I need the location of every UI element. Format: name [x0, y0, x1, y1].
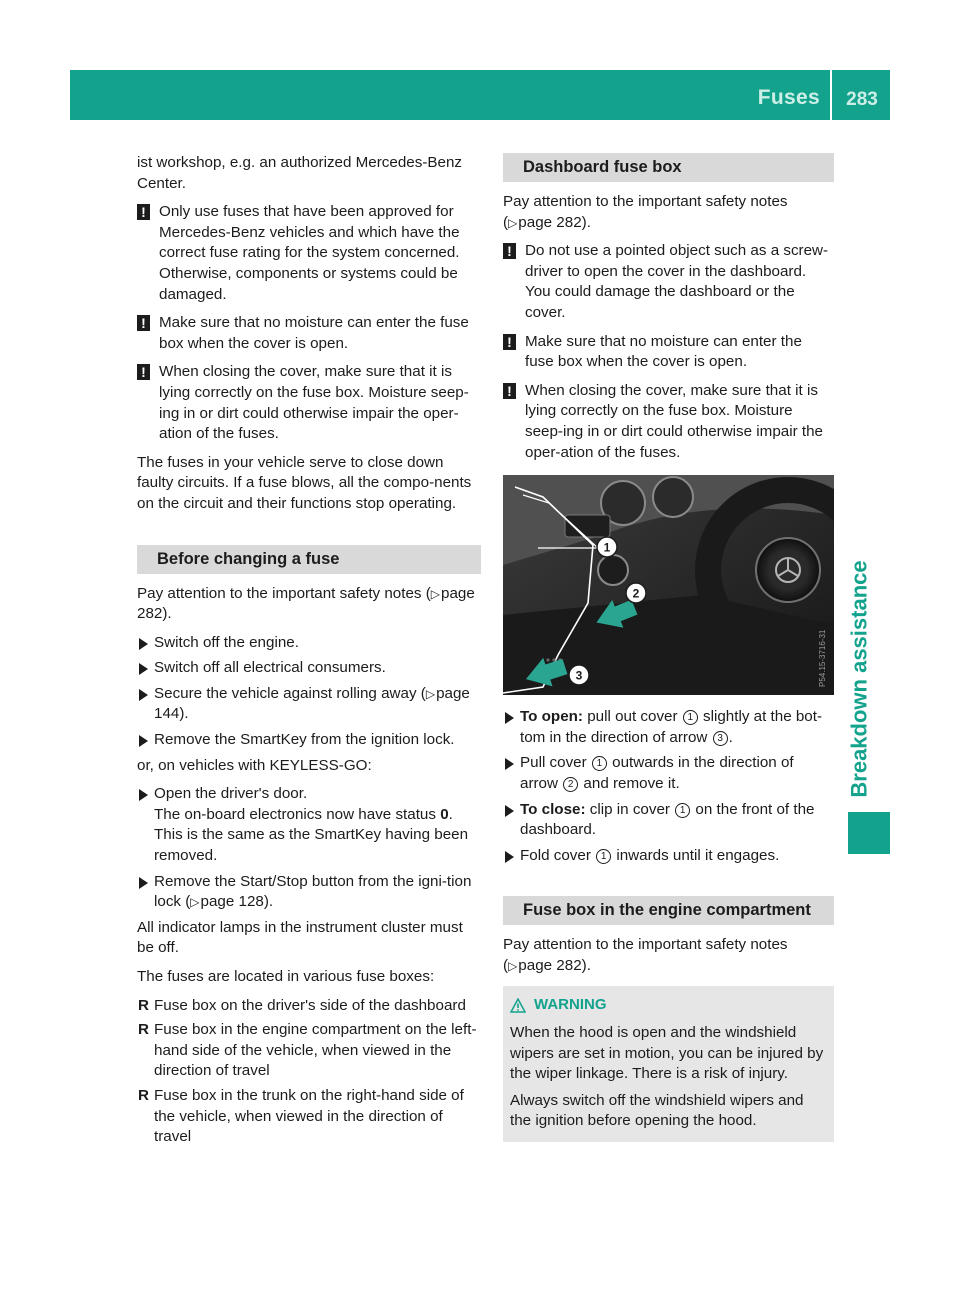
header-bar — [70, 70, 890, 120]
triangle-right-icon: ▷ — [190, 895, 200, 910]
step-to-close: To close: clip in cover 1 on the front of the dashboard. — [503, 800, 834, 841]
step-arrow-icon — [139, 789, 148, 801]
triangle-right-icon: ▷ — [430, 586, 441, 601]
step-switch-off-engine: Switch off the engine. — [137, 633, 481, 654]
exclamation-icon: ! — [137, 204, 150, 220]
exclamation-icon: ! — [503, 334, 516, 350]
note-text: Make sure that no moisture can enter the fuse box when the cover is open. — [159, 314, 469, 352]
figure-code: P54.15-3716-31 — [818, 629, 827, 688]
note-2 — [503, 332, 834, 373]
fuse-location-intro: The fuses are located in various fuse boxes: — [137, 968, 435, 985]
note-text: When closing the cover, make sure that it is lying correctly on the fuse box. Moisture seep-ing in or dirt could otherwise impair the oper-ation of the fuses. — [159, 363, 469, 443]
note-text: Only use fuses that have been approved for Mercedes-Benz vehicles and which have the correct fuse rating for the system concerned. Otherwise, components or systems could be damaged. — [159, 203, 460, 303]
left-column — [137, 153, 481, 1152]
header-divider — [830, 70, 832, 120]
bullet-item: R Fuse box on the driver's side of the dashboard — [137, 996, 481, 1017]
step-arrow-icon — [139, 877, 148, 889]
note-text: Do not use a pointed object such as a screw-driver to open the cover in the dashboard. You could damage the dashboard or the cover. — [525, 242, 829, 321]
keyless-go-text: or, on vehicles with KEYLESS-GO: — [137, 756, 372, 774]
warning-title: WARNING — [510, 995, 826, 1016]
step-pull-cover: Pull cover 1 outwards in the direction of arrow 2 and remove it. — [503, 753, 834, 794]
svg-text:3: 3 — [575, 668, 583, 683]
side-tab-label — [844, 556, 876, 802]
status-value: 0 — [440, 805, 449, 823]
callout-ref-1: 1 — [675, 803, 690, 818]
bullet-item: R Fuse box in the engine compartment on the left-hand side of the vehicle, when viewed in the direction of travel — [138, 1021, 477, 1080]
note-text: Make sure that no moisture can enter the fuse box when the cover is open. — [525, 332, 802, 371]
section-heading-engine-fuse-box: Fuse box in the engine compartment — [503, 896, 834, 925]
step-arrow-icon — [505, 851, 514, 863]
step-arrow-icon — [505, 805, 514, 817]
callout-ref-1: 1 — [596, 849, 611, 864]
indicator-lamps-text: All indicator lamps in the instrument cluster must be off. — [137, 918, 463, 957]
note-1 — [503, 241, 834, 323]
warning-text: When the hood is open and the windshield wipers are set in motion, you can be injured by the wiper linkage. There is a risk of injury. — [510, 1024, 824, 1083]
safety-notes: Pay attention to the important safety notes (▷page 282). — [503, 193, 788, 231]
bullet-icon: R — [138, 1086, 149, 1104]
step-arrow-icon — [139, 638, 148, 650]
bullet-item: R Fuse box in the trunk on the right-hand side of the vehicle, when viewed in the direction of travel — [138, 1086, 464, 1146]
safety-notes: Pay attention to the important safety notes (▷page 282). — [503, 936, 788, 974]
bullet-icon: R — [138, 996, 149, 1014]
note-1 — [137, 202, 481, 305]
svg-text:2: 2 — [632, 586, 640, 601]
callout-ref-3: 3 — [713, 731, 728, 746]
fuses-description: The fuses in your vehicle serve to close down faulty circuits. If a fuse blows, all the compo-nents on the circuit and their functions stop operating. — [137, 453, 472, 512]
step-arrow-icon — [139, 735, 148, 747]
note-text: When closing the cover, make sure that it is lying correctly on the fuse box. Moisture seep-ing in or dirt could otherwise impair the oper-ation of the fuses. — [525, 381, 823, 461]
step-arrow-icon — [139, 663, 148, 675]
page-reference[interactable]: page 282). — [518, 213, 591, 231]
step-remove-smartkey: Remove the SmartKey from the ignition lock. — [137, 730, 481, 751]
note-3 — [137, 362, 481, 444]
step-arrow-icon — [139, 689, 148, 701]
intro-text: ist workshop, e.g. an authorized Mercedes-Benz Center. — [137, 154, 463, 192]
step-arrow-icon — [505, 712, 514, 724]
section-heading-dashboard-fuse-box: Dashboard fuse box — [503, 153, 834, 182]
exclamation-icon: ! — [503, 243, 516, 259]
step-to-open: To open: pull out cover 1 slightly at the bot-tom in the direction of arrow 3 . — [503, 707, 834, 748]
callout-ref-1: 1 — [683, 710, 698, 725]
page-reference[interactable]: page 128). — [200, 893, 274, 911]
step-remove-start-stop: Remove the Start/Stop button from the igni-tion lock (▷page 128). — [137, 872, 481, 913]
section-heading-before-changing: Before changing a fuse — [137, 545, 481, 574]
step-secure-vehicle: Secure the vehicle against rolling away (▷page 144). — [137, 684, 481, 725]
step-switch-off-consumers: Switch off all electrical consumers. — [137, 658, 481, 679]
bullet-icon: R — [138, 1021, 149, 1039]
triangle-right-icon: ▷ — [508, 215, 518, 230]
page-section-title: Fuses — [757, 86, 820, 109]
step-arrow-icon — [505, 758, 514, 770]
callout-1 — [597, 537, 617, 557]
note-3 — [503, 381, 834, 463]
page-reference[interactable]: page 144). — [154, 684, 470, 723]
callout-ref-2: 2 — [563, 777, 578, 792]
callout-ref-1: 1 — [592, 756, 607, 771]
step-open-door: Open the driver's door. The on-board electronics now have status 0. This is the same as the SmartKey having been removed. — [137, 784, 481, 866]
callout-2 — [626, 583, 646, 603]
warning-text: Always switch off the windshield wipers and the ignition before opening the hood. — [510, 1091, 804, 1130]
exclamation-icon: ! — [503, 383, 516, 399]
exclamation-icon: ! — [137, 315, 150, 331]
step-fold-cover: Fold cover 1 inwards until it engages. — [503, 846, 834, 867]
page-reference[interactable]: page 282). — [518, 956, 591, 974]
side-tab-marker — [848, 812, 890, 854]
callout-3 — [569, 665, 589, 685]
warning-box — [503, 986, 834, 1142]
exclamation-icon: ! — [137, 364, 150, 380]
side-tab-text: Breakdown assistance — [847, 560, 873, 798]
triangle-right-icon: ▷ — [508, 958, 518, 973]
note-2 — [137, 313, 481, 354]
svg-text:1: 1 — [603, 540, 611, 555]
right-column — [503, 153, 834, 1142]
safety-notes: Pay attention to the important safety notes (▷page 282). — [137, 584, 475, 623]
dashboard-fuse-box-photo — [503, 475, 834, 695]
page-reference[interactable]: page 282). — [137, 584, 475, 623]
warning-triangle-icon — [510, 998, 526, 1013]
triangle-right-icon: ▷ — [425, 686, 436, 701]
page-number: 283 — [846, 89, 878, 110]
